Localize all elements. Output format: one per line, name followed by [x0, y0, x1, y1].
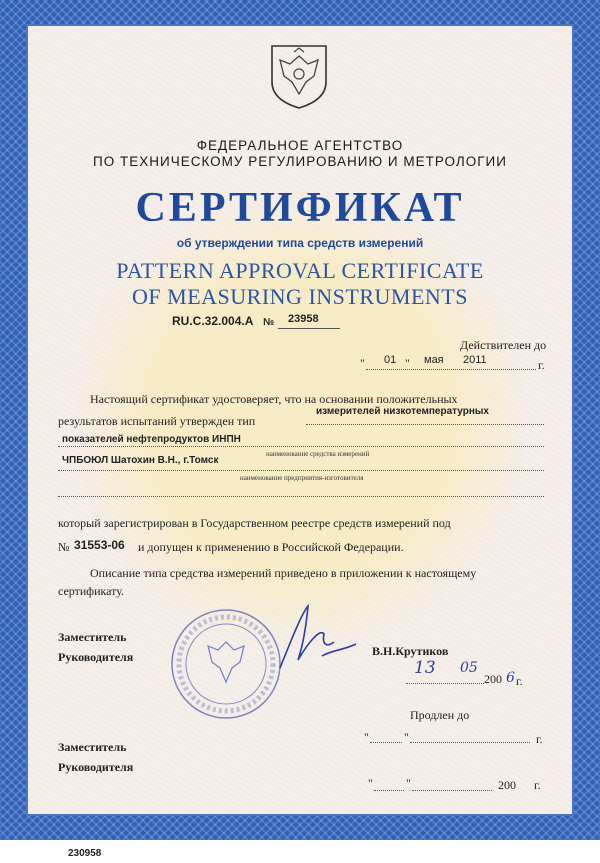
agency-name-line2: ПО ТЕХНИЧЕСКОМУ РЕГУЛИРОВАНИЮ И МЕТРОЛОГИИ — [93, 154, 507, 169]
valid-month: мая — [424, 354, 444, 366]
certificate-number: 23958 — [288, 313, 319, 325]
para1-line1: Настоящий сертификат удостоверяет, что на основании положительных — [90, 392, 458, 406]
ext-quote-close-1: " — [404, 730, 409, 744]
ext-role-line1: Заместитель — [58, 740, 127, 754]
blank-line — [58, 496, 544, 497]
instrument-name-2: показателей нефтепродуктов ИНПН — [62, 434, 241, 445]
valid-year-suffix: г. — [538, 358, 545, 372]
ext-suffix-2: г. — [534, 778, 541, 792]
certificate-code: RU.C.32.004.A — [172, 314, 254, 328]
registry-line: который зарегистрирован в Государственном реестре средств измерений под — [58, 516, 451, 530]
manufacturer-line — [58, 470, 544, 471]
signatory-role-line1: Заместитель — [58, 630, 127, 644]
signature-day: 13 — [414, 658, 436, 678]
signature-year-digit: 6 — [506, 670, 515, 686]
agency-name-line1: ФЕДЕРАЛЬНОЕ АГЕНТСТВО — [196, 138, 404, 153]
ext-quote-close-2: " — [406, 776, 411, 790]
number-sign: № — [263, 317, 275, 328]
certificate-subtitle: об утверждении типа средств измерений — [176, 236, 424, 250]
signature-date-line — [406, 683, 484, 684]
certificate-title: СЕРТИФИКАТ — [135, 185, 465, 231]
signature-year-suffix: г. — [516, 674, 523, 688]
description-line2: сертификату. — [58, 584, 125, 598]
ext-quote-open-1: " — [364, 730, 369, 744]
registry-rest: и допущен к применению в Российской Федерации. — [138, 540, 404, 554]
ext-day-line-2 — [374, 790, 404, 791]
instrument-line-1 — [306, 424, 544, 425]
manufacturer-name: ЧПБОЮЛ Шатохин В.Н., г.Томск — [62, 455, 219, 466]
instrument-caption: наименование средства измерений — [266, 450, 370, 458]
signatory-name: В.Н.Крутиков — [372, 644, 449, 658]
ext-suffix-1: г. — [536, 732, 543, 746]
serial-number: 230958 — [68, 848, 102, 859]
valid-day: 01 — [384, 354, 397, 366]
instrument-name-1: измерителей низкотемпературных — [316, 406, 489, 417]
ext-month-line-2 — [412, 790, 492, 791]
valid-quote-close: " — [405, 356, 410, 370]
valid-until-label: Действителен до — [460, 338, 547, 352]
signature-year-prefix: 200 — [484, 672, 502, 686]
handwritten-signature — [262, 598, 362, 678]
ext-day-line-1 — [370, 742, 402, 743]
ext-date-line-1 — [410, 742, 530, 743]
description-line1: Описание типа средства измерений приведено в приложении к настоящему — [90, 566, 477, 580]
valid-year: 2011 — [463, 354, 487, 366]
ext-year: 200 — [498, 778, 516, 792]
signature-month: 05 — [460, 660, 478, 676]
double-headed-eagle-emblem — [268, 42, 330, 110]
extension-label: Продлен до — [410, 708, 470, 722]
english-title-line2: OF MEASURING INSTRUMENTS — [132, 284, 468, 309]
ext-quote-open-2: " — [368, 776, 373, 790]
valid-quote-open: " — [360, 356, 365, 370]
registry-number-sign: № — [58, 540, 70, 554]
instrument-line-2 — [58, 446, 544, 447]
number-underline — [278, 328, 340, 329]
signatory-role-line2: Руководителя — [58, 650, 134, 664]
valid-date-line — [366, 369, 536, 370]
registry-number: 31553-06 — [74, 538, 125, 552]
manufacturer-caption: наименование предприятия-изготовителя — [240, 474, 364, 482]
english-title-line1: PATTERN APPROVAL CERTIFICATE — [116, 258, 484, 283]
para1-line2: результатов испытаний утвержден тип — [58, 414, 256, 428]
ext-role-line2: Руководителя — [58, 760, 134, 774]
